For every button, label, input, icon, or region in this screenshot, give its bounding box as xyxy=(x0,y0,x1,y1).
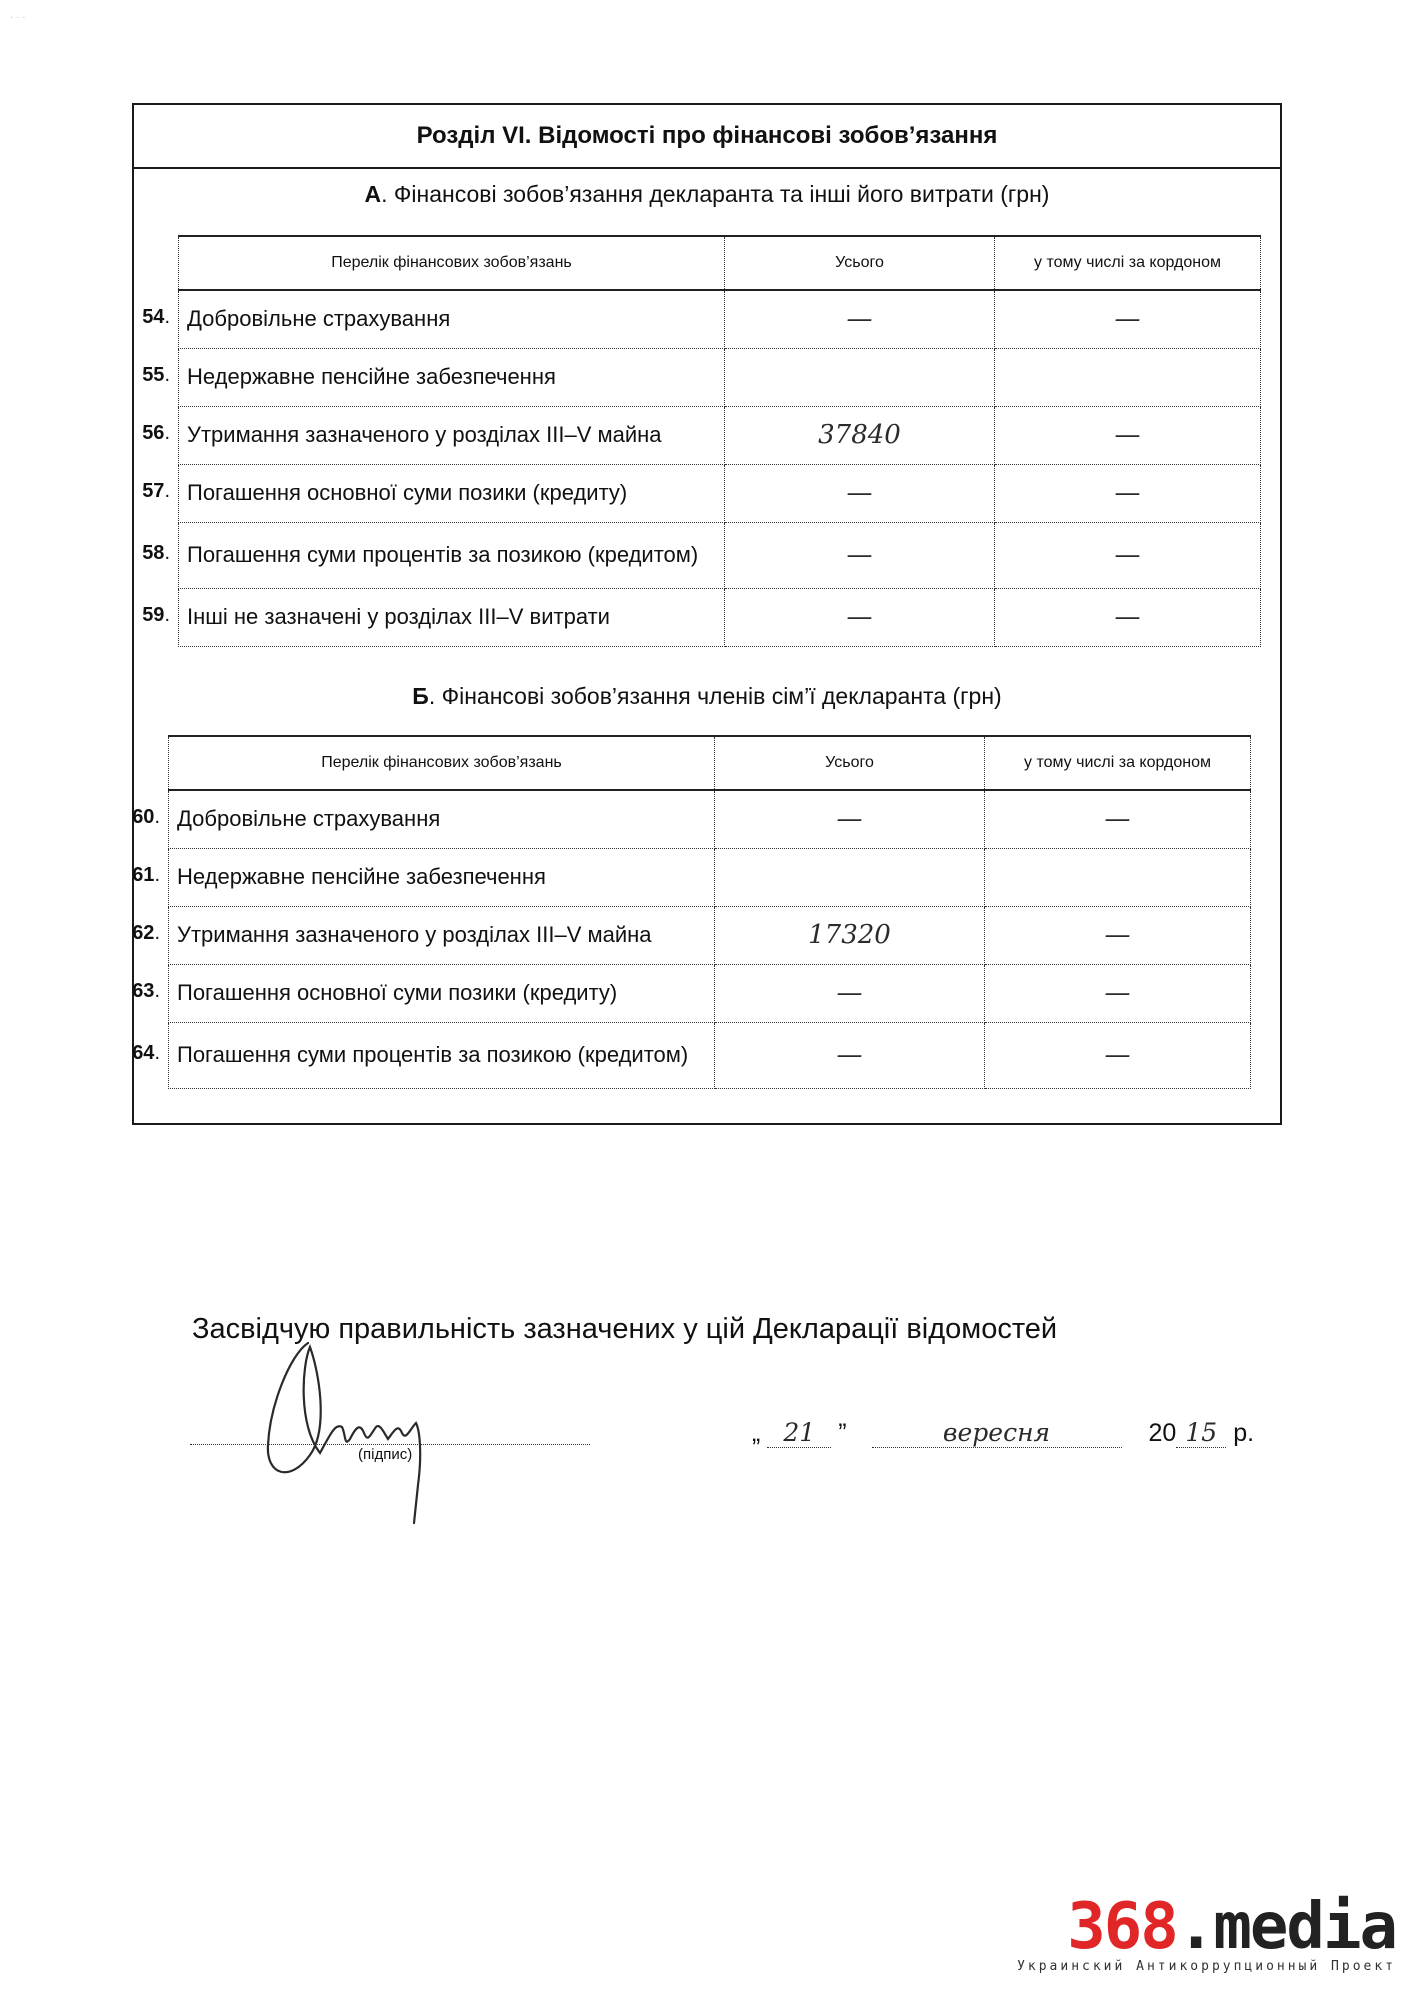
obligation-name: Утримання зазначеного у розділах III–V майна xyxy=(179,406,725,464)
abroad-value: — xyxy=(985,790,1251,848)
table-row xyxy=(169,848,1251,906)
row-number: 55. xyxy=(142,364,170,386)
total-value: — xyxy=(725,522,995,588)
obligation-name: Утримання зазначеного у розділах III–V майна xyxy=(169,906,715,964)
watermark-tagline: Украинский Антикоррупционный Проект xyxy=(1017,1959,1396,1974)
abroad-value: — xyxy=(985,1022,1251,1088)
total-value: — xyxy=(715,790,985,848)
table-row xyxy=(179,348,1261,406)
table-row xyxy=(169,790,1251,848)
part-a-letter: А xyxy=(364,181,382,207)
obligation-name: Погашення суми процентів за позикою (кредитом) xyxy=(169,1022,715,1088)
signature-line xyxy=(190,1444,590,1445)
row-number-value: 61 xyxy=(132,864,155,886)
total-value: — xyxy=(725,588,995,646)
total-value: 37840 xyxy=(725,406,995,464)
part-b-table xyxy=(168,735,1251,1089)
scan-specks: · · · xyxy=(10,12,26,23)
abroad-value: — xyxy=(985,906,1251,964)
header-abroad: у тому числі за кордоном xyxy=(995,236,1261,290)
header-total: Усього xyxy=(715,736,985,790)
row-number-value: 56 xyxy=(142,422,165,444)
row-number: 56. xyxy=(142,422,170,444)
watermark-logo-red: 368 xyxy=(1067,1890,1177,1964)
table-row xyxy=(169,964,1251,1022)
obligation-name: Погашення основної суми позики (кредиту) xyxy=(179,464,725,522)
row-number-value: 57 xyxy=(142,480,165,502)
table-row xyxy=(179,588,1261,646)
table-row xyxy=(179,464,1261,522)
abroad-value: — xyxy=(995,290,1261,348)
table-header-row xyxy=(179,236,1261,290)
row-number-value: 55 xyxy=(142,364,165,386)
abroad-value: — xyxy=(995,588,1261,646)
date-year: 15 xyxy=(1176,1418,1226,1448)
total-value xyxy=(725,348,995,406)
table-header-row xyxy=(169,736,1251,790)
total-value: 17320 xyxy=(715,906,985,964)
obligation-name: Недержавне пенсійне забезпечення xyxy=(179,348,725,406)
total-value: — xyxy=(725,464,995,522)
row-number: 58. xyxy=(142,542,170,564)
part-a-table xyxy=(178,235,1261,647)
part-b-letter: Б xyxy=(412,683,429,709)
row-number-value: 54 xyxy=(142,306,165,328)
table-row xyxy=(179,522,1261,588)
abroad-value xyxy=(985,848,1251,906)
header-abroad: у тому числі за кордоном xyxy=(985,736,1251,790)
row-number: 62. xyxy=(132,922,160,944)
part-b-title-text: . Фінансові зобов’язання членів сім’ї декларанта (грн) xyxy=(428,683,1002,709)
year-prefix: 20 xyxy=(1148,1419,1177,1447)
row-number-value: 63 xyxy=(132,980,155,1002)
total-value: — xyxy=(725,290,995,348)
row-number: 59. xyxy=(142,604,170,626)
part-a-title-text: . Фінансові зобов’язання декларанта та інші його витрати (грн) xyxy=(381,181,1050,207)
header-total: Усього xyxy=(725,236,995,290)
open-quote: „ xyxy=(752,1419,761,1447)
obligation-name: Погашення суми процентів за позикою (кредитом) xyxy=(179,522,725,588)
obligation-name: Добровільне страхування xyxy=(179,290,725,348)
section-title: Розділ VI. Відомості про фінансові зобов’язання xyxy=(134,105,1280,169)
row-number-value: 59 xyxy=(142,604,165,626)
table-row xyxy=(169,906,1251,964)
row-number-value: 62 xyxy=(132,922,155,944)
row-number-value: 64 xyxy=(132,1042,155,1064)
signature-label: (підпис) xyxy=(358,1446,413,1463)
row-number: 57. xyxy=(142,480,170,502)
abroad-value: — xyxy=(995,406,1261,464)
close-quote: ” xyxy=(838,1419,847,1447)
watermark-logo-black: .media xyxy=(1176,1890,1396,1964)
date-month: вересня xyxy=(872,1418,1122,1448)
part-b-title xyxy=(134,683,1280,710)
abroad-value: — xyxy=(995,522,1261,588)
abroad-value xyxy=(995,348,1261,406)
row-number: 54. xyxy=(142,306,170,328)
date-day: 21 xyxy=(767,1418,831,1448)
row-number-value: 60 xyxy=(132,806,155,828)
abroad-value: — xyxy=(985,964,1251,1022)
signature-image xyxy=(250,1335,550,1525)
section-frame xyxy=(132,103,1282,1125)
obligation-name: Інші не зазначені у розділах III–V витрати xyxy=(179,588,725,646)
watermark-logo xyxy=(1017,1890,1396,1974)
year-unit: р. xyxy=(1233,1419,1255,1447)
row-number: 63. xyxy=(132,980,160,1002)
total-value xyxy=(715,848,985,906)
certification-date xyxy=(752,1418,1254,1448)
table-row xyxy=(179,406,1261,464)
table-row xyxy=(179,290,1261,348)
row-number: 60. xyxy=(132,806,160,828)
obligation-name: Недержавне пенсійне забезпечення xyxy=(169,848,715,906)
obligation-name: Добровільне страхування xyxy=(169,790,715,848)
table-row xyxy=(169,1022,1251,1088)
abroad-value: — xyxy=(995,464,1261,522)
part-a-title xyxy=(134,181,1280,208)
row-number: 64. xyxy=(132,1042,160,1064)
total-value: — xyxy=(715,1022,985,1088)
total-value: — xyxy=(715,964,985,1022)
header-list: Перелік фінансових зобов’язань xyxy=(169,736,715,790)
row-number: 61. xyxy=(132,864,160,886)
certification-text: Засвідчую правильність зазначених у цій Декларації відомостей xyxy=(192,1313,1058,1345)
obligation-name: Погашення основної суми позики (кредиту) xyxy=(169,964,715,1022)
header-list: Перелік фінансових зобов’язань xyxy=(179,236,725,290)
row-number-value: 58 xyxy=(142,542,165,564)
